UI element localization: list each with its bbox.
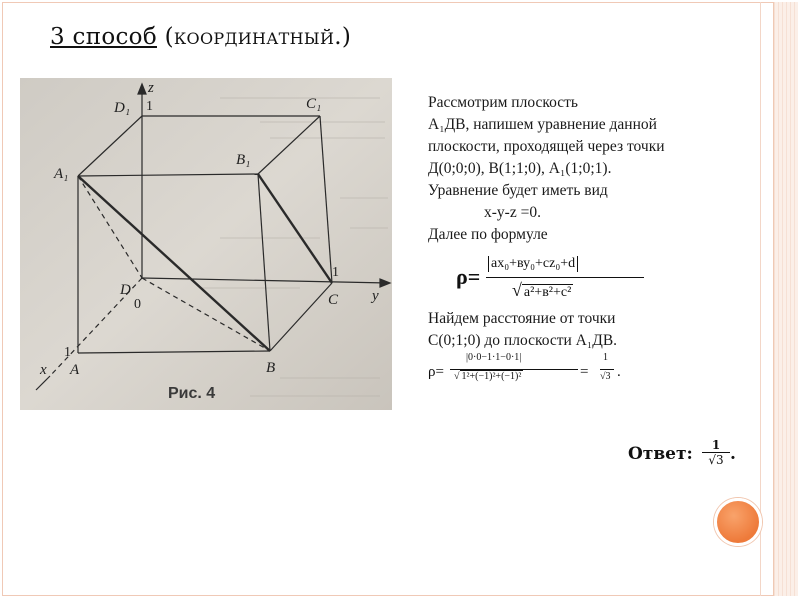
solution-line: плоскости, проходящей через точки bbox=[428, 138, 665, 155]
sqrt-icon: √ bbox=[512, 280, 522, 300]
solution-text-2 bbox=[428, 308, 778, 352]
solution-line: Д(0;0;0), В(1;1;0), А₁(1;0;1). bbox=[428, 160, 612, 177]
axis-x-label: x bbox=[40, 362, 47, 378]
formula-fraction-bar bbox=[486, 277, 644, 278]
solution-line: Уравнение будет иметь вид bbox=[428, 182, 608, 199]
vertex-b-label: B bbox=[266, 360, 276, 376]
vertex-c1-label: C₁ bbox=[306, 96, 322, 112]
calc-result-bar bbox=[600, 369, 614, 370]
slide-title bbox=[50, 24, 351, 50]
calc-equals: = bbox=[580, 364, 589, 380]
figure-caption: Рис. 4 bbox=[168, 385, 216, 402]
distance-formula bbox=[456, 256, 756, 306]
title-method-name: (координатный.) bbox=[156, 24, 352, 50]
distance-calculation bbox=[428, 352, 688, 398]
vertex-b1-label: B₁ bbox=[236, 152, 251, 168]
formula-denominator-value: а²+в²+с² bbox=[523, 285, 572, 300]
formula-rho: ρ= bbox=[456, 264, 481, 289]
axis-z-label: z bbox=[148, 80, 154, 96]
calc-result-denominator: √3 bbox=[600, 371, 611, 382]
vertex-a-label: A bbox=[70, 362, 80, 378]
textbook-figure-photo bbox=[20, 78, 392, 410]
tick-y-one: 1 bbox=[332, 265, 339, 280]
answer-period: . bbox=[730, 444, 736, 464]
decorative-circle bbox=[714, 498, 762, 546]
title-method-number: 3 способ bbox=[50, 24, 157, 50]
solution-line: Найдем расстояние от точки bbox=[428, 310, 616, 327]
answer-fraction bbox=[702, 438, 730, 467]
calc-denominator bbox=[454, 371, 523, 382]
calc-period: . bbox=[617, 364, 621, 380]
formula-denominator bbox=[512, 280, 573, 301]
sqrt-icon: √ bbox=[454, 371, 460, 382]
answer-label: Ответ: bbox=[628, 444, 693, 464]
vertex-d1-label: D₁ bbox=[114, 100, 131, 116]
tick-z-one: 1 bbox=[146, 99, 153, 114]
vertex-d-label: D bbox=[120, 282, 131, 298]
vertex-a1-label: A₁ bbox=[54, 166, 69, 182]
formula-numerator: ах₀+ву₀+сz₀+d bbox=[488, 256, 578, 272]
answer-numerator: 1 bbox=[702, 438, 730, 453]
solution-line: Далее по формуле bbox=[428, 226, 548, 243]
answer-denominator: √3 bbox=[708, 453, 724, 467]
calc-denominator-value: 1²+(−1)²+(−1)² bbox=[461, 371, 522, 382]
solution-line: А₁ДВ, напишем уравнение данной bbox=[428, 116, 657, 133]
solution-text bbox=[428, 92, 778, 246]
tick-x-one: 1 bbox=[64, 345, 71, 360]
origin-zero: 0 bbox=[134, 297, 141, 312]
axis-y-label: y bbox=[372, 288, 379, 304]
calc-result-numerator: 1 bbox=[603, 352, 608, 363]
answer bbox=[628, 438, 736, 467]
plane-equation: х-у-z =0. bbox=[484, 204, 541, 221]
photo-paper bbox=[20, 78, 392, 410]
solution-line: Рассмотрим плоскость bbox=[428, 94, 578, 111]
calc-rho: ρ= bbox=[428, 364, 444, 380]
solution-line: С(0;1;0) до плоскости А₁ДВ. bbox=[428, 332, 618, 349]
vertex-c-label: C bbox=[328, 292, 339, 308]
calc-numerator: |0·0−1·1−0·1| bbox=[466, 352, 522, 363]
